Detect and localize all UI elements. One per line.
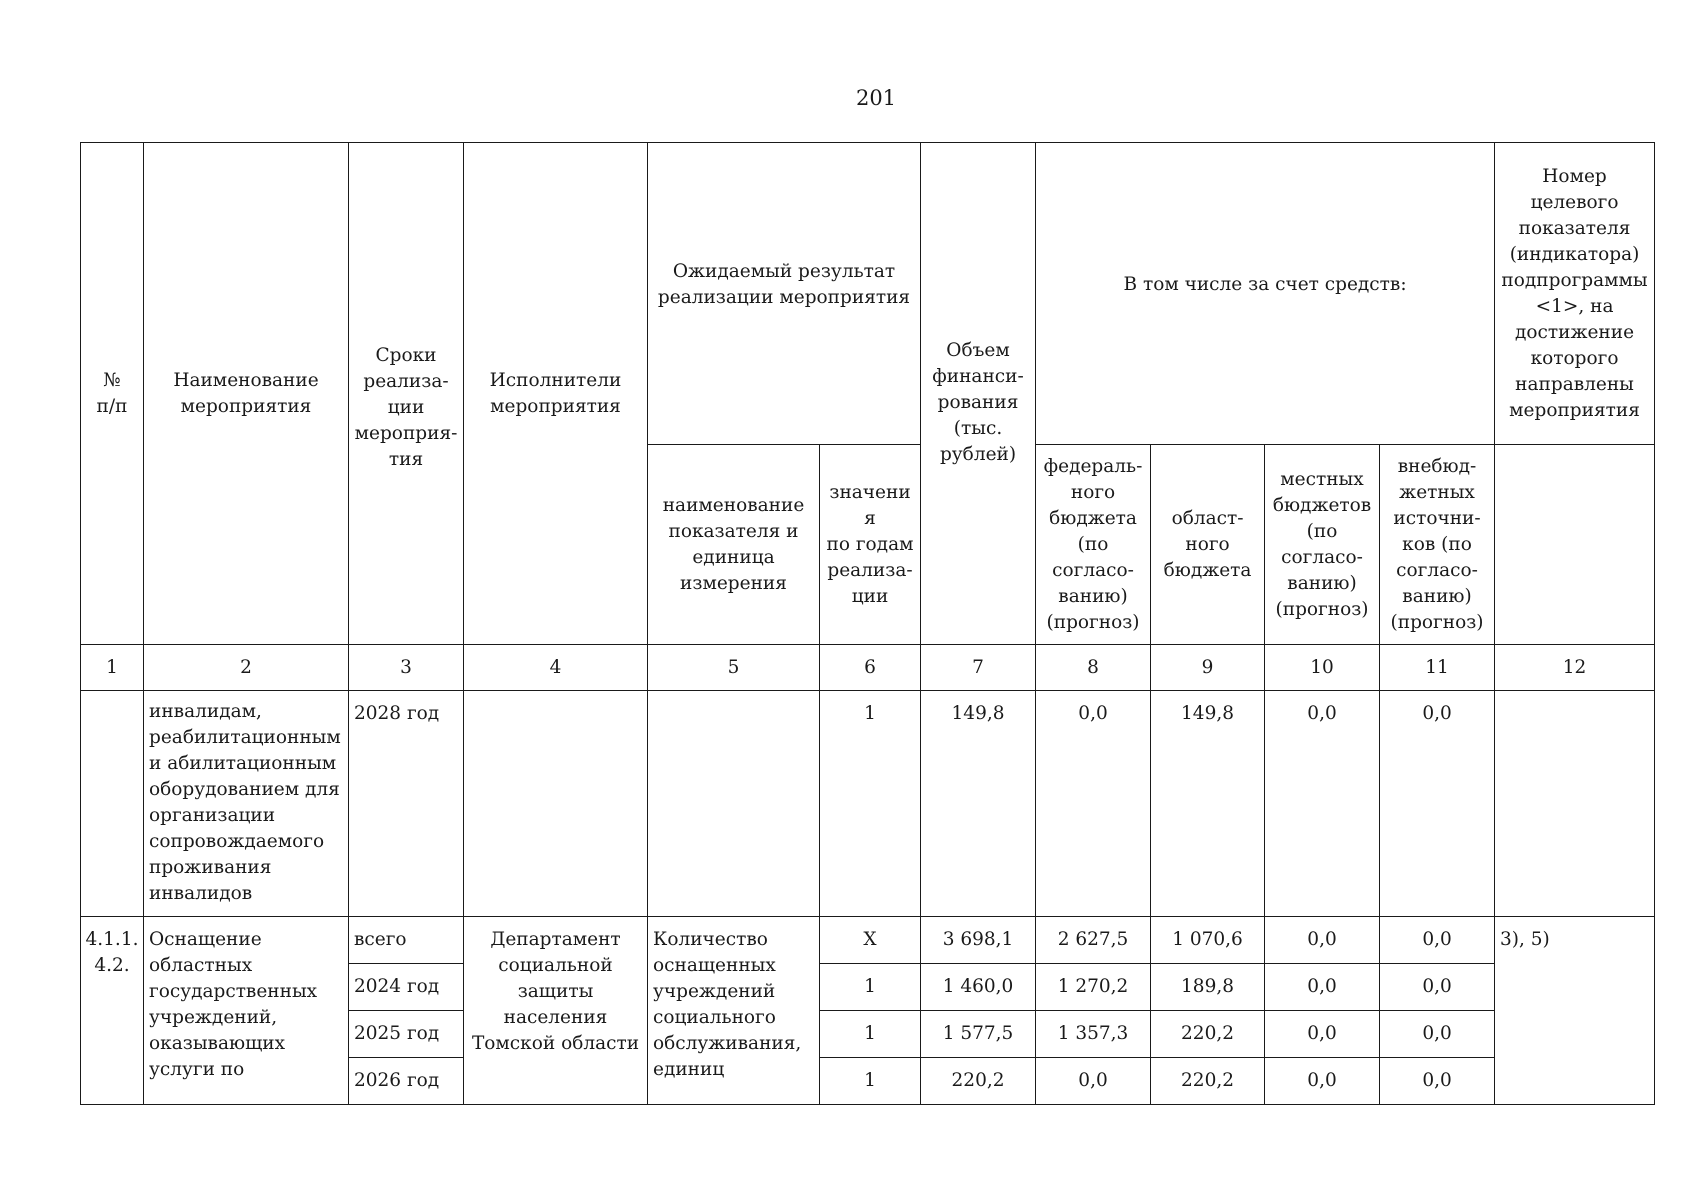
activities-table xyxy=(80,142,1655,1105)
column-number-12: 12 xyxy=(1495,645,1655,691)
header-volume-line: рублей) xyxy=(939,443,1017,465)
continuation-name-line: реабилитационным xyxy=(149,727,341,748)
header-executors-line: мероприятия xyxy=(490,395,621,417)
column-number-9: 9 xyxy=(1151,645,1265,691)
item-name-line: оказывающих xyxy=(149,1033,286,1054)
continuation-row xyxy=(81,691,1655,917)
header-period xyxy=(349,143,464,645)
header-federal-line: (прогноз) xyxy=(1046,611,1140,633)
continuation-target xyxy=(1495,691,1655,917)
header-target-indicator-line: которого xyxy=(1530,347,1619,369)
continuation-name-line: сопровождаемого xyxy=(149,831,325,852)
item-name-line: Оснащение xyxy=(149,929,262,950)
header-federal-line: ного xyxy=(1070,481,1116,503)
header-name xyxy=(144,143,349,645)
header-local-line: (по xyxy=(1306,520,1338,542)
item-name-line: государственных xyxy=(149,981,318,1002)
item-regional: 220,2 xyxy=(1151,1011,1265,1058)
header-indicator-name-line: измерения xyxy=(680,572,787,594)
continuation-name-line: и абилитационным xyxy=(149,753,337,774)
item-regional: 220,2 xyxy=(1151,1058,1265,1105)
header-target-empty xyxy=(1495,445,1655,645)
header-federal-line: согласо- xyxy=(1052,559,1134,581)
header-indicator-name-line: показателя и xyxy=(668,520,799,542)
item-value: X xyxy=(820,917,921,964)
header-expected-result-line: реализации мероприятия xyxy=(657,286,911,308)
continuation-value: 1 xyxy=(820,691,921,917)
header-number-line: п/п xyxy=(96,395,128,417)
header-local-line: местных xyxy=(1280,468,1364,490)
continuation-indicator xyxy=(648,691,820,917)
continuation-regional: 149,8 xyxy=(1151,691,1265,917)
item-period: 2024 год xyxy=(349,964,464,1011)
item-indicator-line: Количество xyxy=(653,929,768,950)
item-indicator-line: единиц xyxy=(653,1059,725,1080)
item-local: 0,0 xyxy=(1265,1011,1380,1058)
item-number-line: 4.1.1. xyxy=(85,929,139,950)
header-name-line: Наименование xyxy=(173,369,319,391)
header-offbudget-line: источни- xyxy=(1393,507,1481,529)
item-target: 3), 5) xyxy=(1495,917,1655,1105)
item-volume: 220,2 xyxy=(921,1058,1036,1105)
item-local: 0,0 xyxy=(1265,917,1380,964)
continuation-period: 2028 год xyxy=(349,691,464,917)
header-period-line: мероприя- xyxy=(354,422,458,444)
item-value: 1 xyxy=(820,1058,921,1105)
continuation-federal: 0,0 xyxy=(1036,691,1151,917)
header-expected-result xyxy=(648,143,921,445)
header-offbudget-line: (прогноз) xyxy=(1390,611,1484,633)
header-indicator-name-line: единица xyxy=(692,546,775,568)
continuation-number xyxy=(81,691,144,917)
item-executors-line: населения xyxy=(503,1007,608,1028)
header-federal-line: ванию) xyxy=(1058,585,1128,607)
header-federal xyxy=(1036,445,1151,645)
header-regional-line: област- xyxy=(1171,507,1244,529)
header-federal-line: бюджета xyxy=(1049,507,1137,529)
column-number-3: 3 xyxy=(349,645,464,691)
header-expected-result-line: Ожидаемый результат xyxy=(672,260,896,282)
header-indicator-values-line: значения xyxy=(829,481,911,529)
header-row-top xyxy=(81,143,1655,293)
header-period-line: ции xyxy=(387,396,425,418)
item-period: 2025 год xyxy=(349,1011,464,1058)
item-executors-line: Департамент xyxy=(490,929,621,950)
header-target-indicator-line: достижение xyxy=(1515,321,1635,343)
item-local: 0,0 xyxy=(1265,1058,1380,1105)
header-indicator-name-line: наименование xyxy=(662,494,805,516)
header-offbudget xyxy=(1380,445,1495,645)
header-target-indicator-line: подпрограммы xyxy=(1501,269,1648,291)
continuation-name-line: инвалидов xyxy=(149,883,253,904)
item-name-line: учреждений, xyxy=(149,1007,278,1028)
header-volume-line: (тыс. xyxy=(953,417,1003,439)
item-offbudget: 0,0 xyxy=(1380,1058,1495,1105)
header-target-indicator-line: мероприятия xyxy=(1509,399,1640,421)
header-target-indicator-line: Номер xyxy=(1542,165,1607,187)
header-executors xyxy=(464,143,648,645)
continuation-name xyxy=(144,691,349,917)
item-name-line: областных xyxy=(149,955,253,976)
continuation-name-line: инвалидам, xyxy=(149,701,262,722)
header-volume-line: финанси- xyxy=(932,365,1024,387)
column-number-11: 11 xyxy=(1380,645,1495,691)
item-executors xyxy=(464,917,648,1105)
item-federal: 0,0 xyxy=(1036,1058,1151,1105)
header-regional-line: бюджета xyxy=(1163,559,1252,581)
continuation-executors xyxy=(464,691,648,917)
header-target-indicator-line: <1>, на xyxy=(1535,295,1614,317)
item-volume: 3 698,1 xyxy=(921,917,1036,964)
column-number-2: 2 xyxy=(144,645,349,691)
item-row-1 xyxy=(81,917,1655,964)
header-name-line: мероприятия xyxy=(180,395,312,417)
continuation-offbudget: 0,0 xyxy=(1380,691,1495,917)
header-regional xyxy=(1151,445,1265,645)
item-indicator-line: социального xyxy=(653,1007,776,1028)
header-offbudget-line: согласо- xyxy=(1396,559,1478,581)
header-executors-line: Исполнители xyxy=(489,369,622,391)
item-federal: 1 357,3 xyxy=(1036,1011,1151,1058)
item-regional: 1 070,6 xyxy=(1151,917,1265,964)
item-indicator-line: обслуживания, xyxy=(653,1033,802,1054)
item-local: 0,0 xyxy=(1265,964,1380,1011)
header-local-line: (прогноз) xyxy=(1275,598,1369,620)
page-number: 201 xyxy=(855,86,897,110)
item-value: 1 xyxy=(820,964,921,1011)
header-target-indicator-line: (индикатора) xyxy=(1509,243,1640,265)
continuation-name-line: оборудованием для xyxy=(149,779,340,800)
header-number xyxy=(81,143,144,645)
item-federal: 1 270,2 xyxy=(1036,964,1151,1011)
item-name-line: услуги по xyxy=(149,1059,245,1080)
continuation-local: 0,0 xyxy=(1265,691,1380,917)
item-indicator-line: оснащенных xyxy=(653,955,776,976)
header-federal-line: (по xyxy=(1077,533,1109,555)
item-value: 1 xyxy=(820,1011,921,1058)
header-indicator-values-line: по годам xyxy=(826,533,914,555)
header-local-line: согласо- xyxy=(1281,546,1363,568)
item-offbudget: 0,0 xyxy=(1380,917,1495,964)
column-number-8: 8 xyxy=(1036,645,1151,691)
header-target-indicator-line: показателя xyxy=(1518,217,1631,239)
header-offbudget-line: ков (по xyxy=(1402,533,1472,555)
item-federal: 2 627,5 xyxy=(1036,917,1151,964)
header-target-indicator-line: целевого xyxy=(1530,191,1619,213)
header-period-line: тия xyxy=(388,448,424,470)
item-offbudget: 0,0 xyxy=(1380,964,1495,1011)
item-name xyxy=(144,917,349,1105)
column-number-10: 10 xyxy=(1265,645,1380,691)
header-period-line: Сроки xyxy=(375,344,437,366)
header-indicator-values-line: ции xyxy=(851,585,889,607)
continuation-name-line: проживания xyxy=(149,857,272,878)
header-number-line: № xyxy=(103,369,121,391)
item-number-line: 4.2. xyxy=(94,955,130,976)
header-volume-line: рования xyxy=(937,391,1019,413)
column-number-4: 4 xyxy=(464,645,648,691)
header-sources: В том числе за счет средств: xyxy=(1036,143,1495,445)
header-local-line: ванию) xyxy=(1287,572,1357,594)
continuation-volume: 149,8 xyxy=(921,691,1036,917)
column-number-1: 1 xyxy=(81,645,144,691)
header-target-indicator-line: направлены xyxy=(1515,373,1634,395)
item-offbudget: 0,0 xyxy=(1380,1011,1495,1058)
item-regional: 189,8 xyxy=(1151,964,1265,1011)
column-number-5: 5 xyxy=(648,645,820,691)
item-executors-line: Томской области xyxy=(471,1033,640,1054)
header-offbudget-line: жетных xyxy=(1399,481,1475,503)
item-executors-line: социальной xyxy=(498,955,613,976)
header-period-line: реализа- xyxy=(363,370,449,392)
header-volume-line: Объем xyxy=(946,339,1010,361)
header-offbudget-line: внебюд- xyxy=(1397,455,1477,477)
continuation-name-line: организации xyxy=(149,805,276,826)
header-indicator-values xyxy=(820,445,921,645)
item-executors-line: защиты xyxy=(517,981,594,1002)
column-number-6: 6 xyxy=(820,645,921,691)
header-offbudget-line: ванию) xyxy=(1402,585,1472,607)
header-local xyxy=(1265,445,1380,645)
header-volume xyxy=(921,143,1036,645)
item-period: 2026 год xyxy=(349,1058,464,1105)
item-number xyxy=(81,917,144,1105)
header-target-indicator xyxy=(1495,143,1655,445)
header-federal-line: федераль- xyxy=(1043,455,1143,477)
header-local-line: бюджетов xyxy=(1272,494,1372,516)
item-indicator-line: учреждений xyxy=(653,981,776,1002)
header-indicator-values-line: реализа- xyxy=(827,559,913,581)
header-regional-line: ного xyxy=(1185,533,1230,555)
column-number-7: 7 xyxy=(921,645,1036,691)
header-indicator-name xyxy=(648,445,820,645)
item-period: всего xyxy=(349,917,464,964)
item-indicator xyxy=(648,917,820,1105)
item-volume: 1 577,5 xyxy=(921,1011,1036,1058)
column-numbers-row xyxy=(81,645,1655,691)
item-volume: 1 460,0 xyxy=(921,964,1036,1011)
